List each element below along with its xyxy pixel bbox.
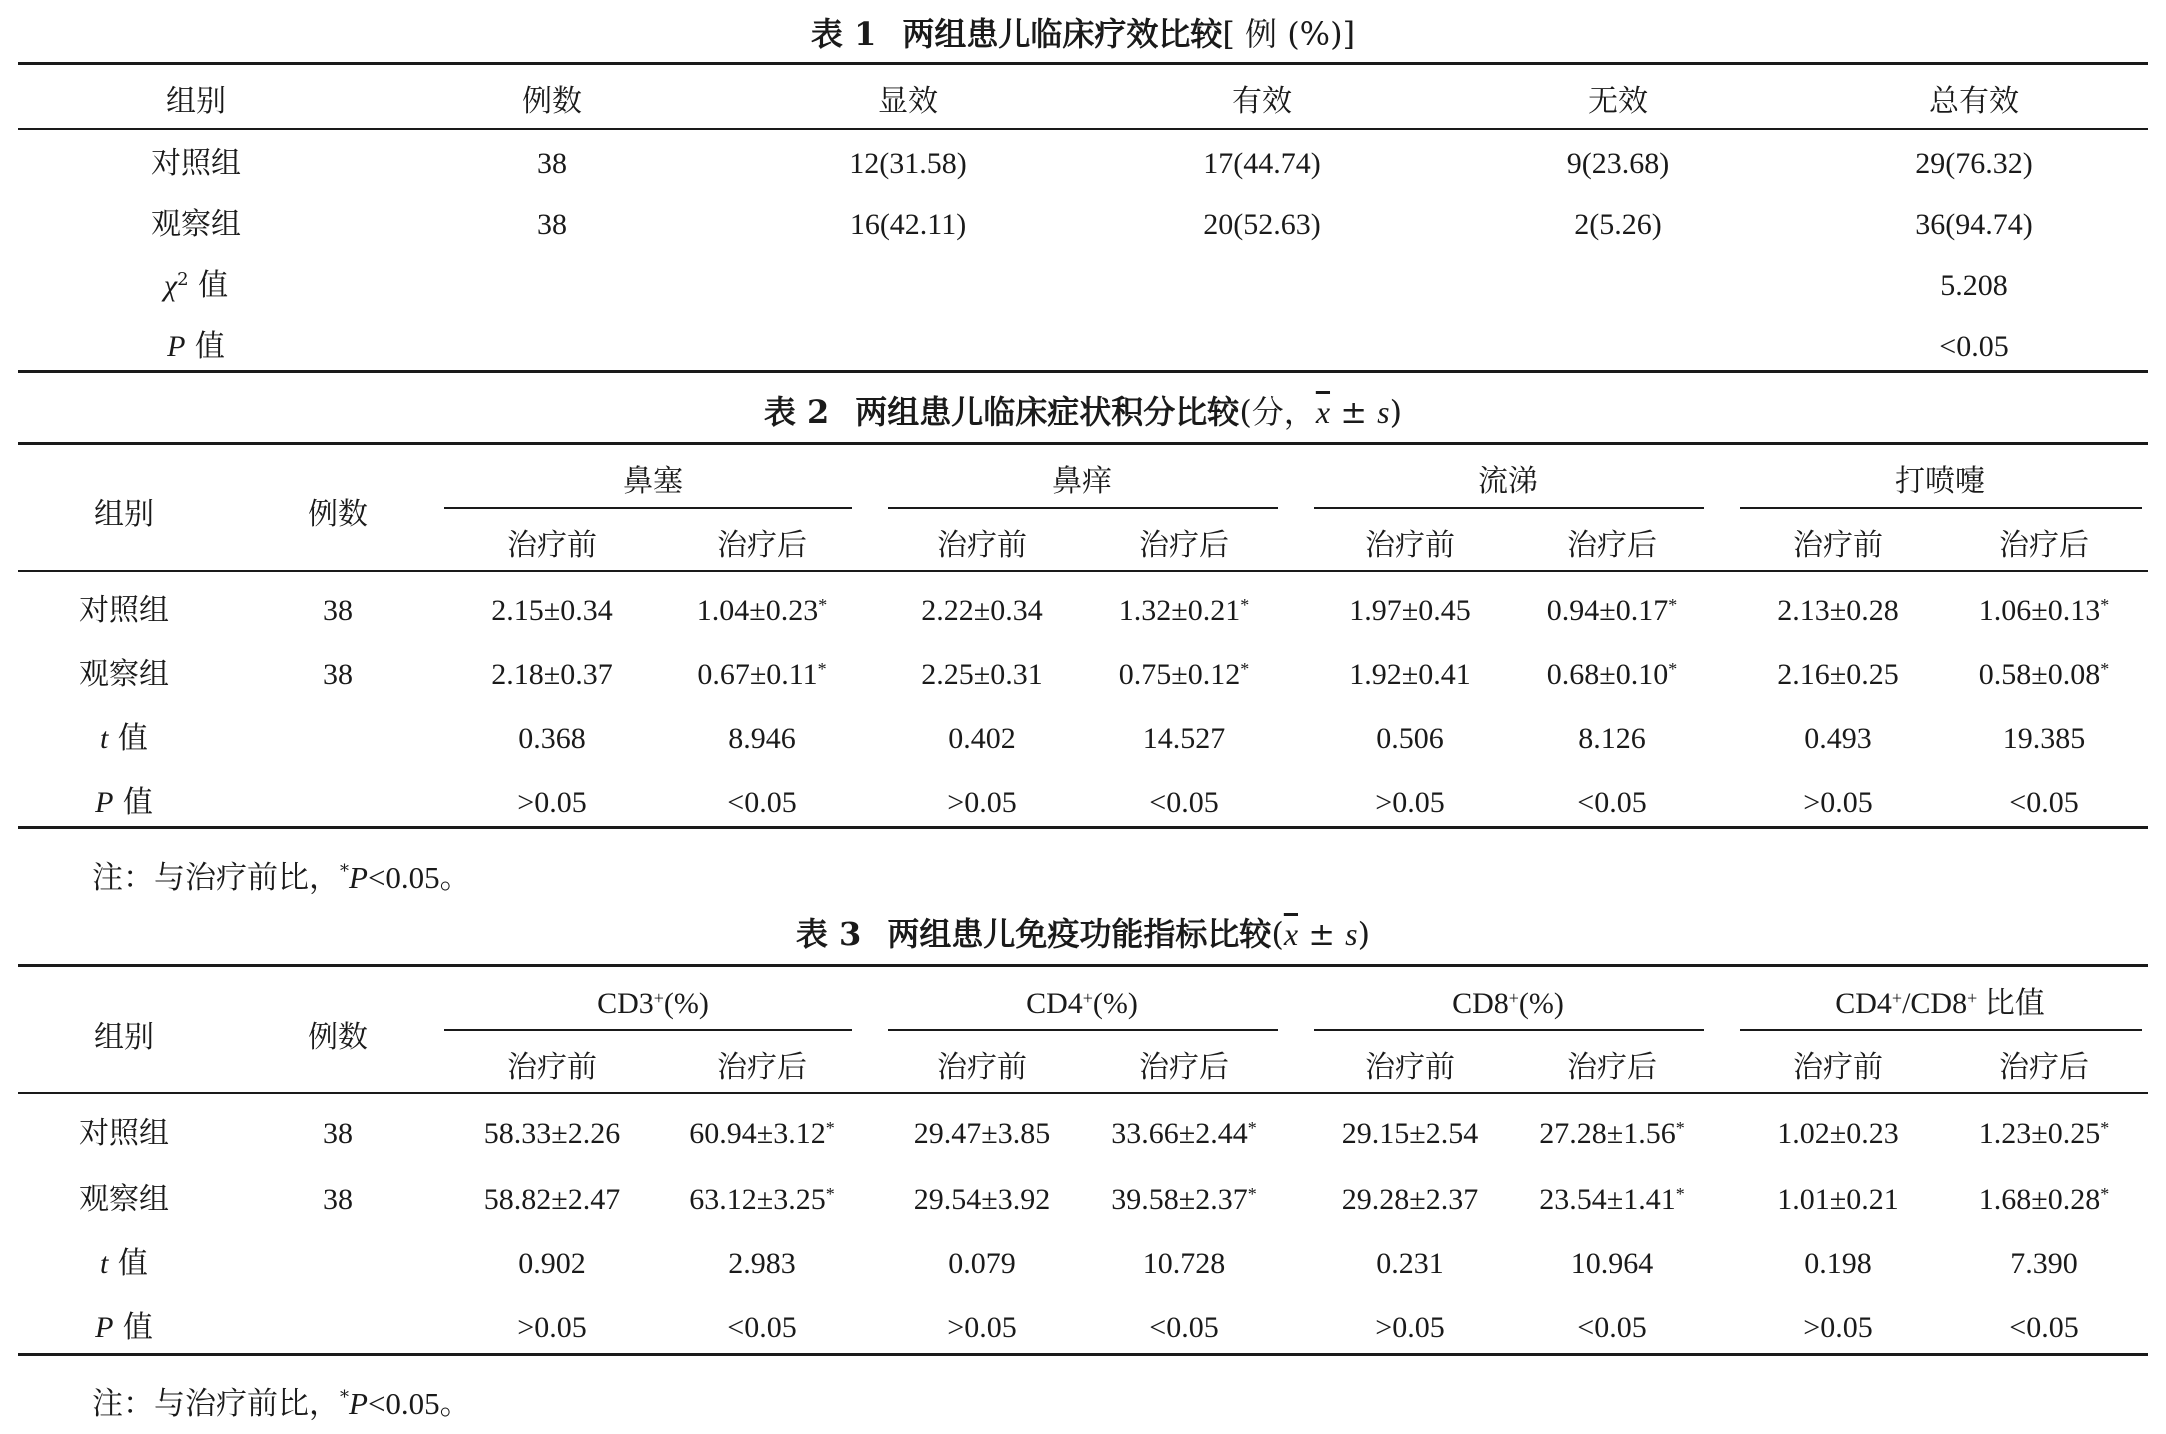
- table3-t-8: 7.390: [2010, 1247, 2078, 1280]
- significance-star: *: [825, 1118, 835, 1138]
- table2-row2-n: 38: [323, 658, 353, 691]
- table2-t-2: 8.946: [728, 722, 796, 755]
- cat-sup-a: +: [1082, 988, 1093, 1008]
- table1-unit: [ 例 (%)]: [1222, 15, 1356, 53]
- significance-star: *: [2100, 595, 2110, 615]
- table3-top-rule: [18, 964, 2148, 967]
- p-symbol: P: [349, 860, 368, 895]
- table3-title: 两组患儿免疫功能指标比较: [887, 915, 1272, 953]
- table3-p-8: <0.05: [2009, 1311, 2079, 1344]
- table3-p-3: >0.05: [947, 1311, 1017, 1344]
- table2-row1-v2: [697, 591, 827, 631]
- table2-row2-v4: [1119, 655, 1249, 695]
- table2-p-label: [95, 783, 153, 823]
- table2-top-rule: [18, 442, 2148, 445]
- table3-header-n: 例数: [308, 1020, 368, 1055]
- table3-note: [92, 1384, 471, 1424]
- table3-bottom-rule: [18, 1353, 2148, 1356]
- table2-note: [92, 858, 471, 898]
- table2-unit-s: s: [1377, 394, 1390, 430]
- table2-cat-sneezing: 打喷嚏: [1895, 464, 1985, 499]
- table3-row1-v2: [689, 1114, 834, 1154]
- table3-cat-rule-1: [444, 1029, 852, 1031]
- table2-row2-v5: 1.92±0.41: [1349, 658, 1471, 691]
- table1-row2-total: 36(94.74): [1915, 208, 2033, 241]
- table2-sub-before-2: 治疗前: [937, 528, 1027, 563]
- significance-star: *: [1675, 1184, 1685, 1204]
- table2-t-label: [100, 719, 148, 759]
- table3-t-5: 0.231: [1376, 1247, 1444, 1280]
- table1-header-group: 组别: [166, 84, 226, 119]
- table1-row2-marked: 16(42.11): [849, 208, 967, 241]
- value-text: 0.58±0.08: [1978, 658, 2101, 691]
- cat-sup-a: +: [1508, 988, 1519, 1008]
- table2-p-1: >0.05: [517, 786, 587, 819]
- table2-header-rule: [18, 570, 2148, 572]
- table3-p-6: <0.05: [1577, 1311, 1647, 1344]
- cat-text-b: (%): [1092, 987, 1138, 1020]
- table2-row2-v7: 2.16±0.25: [1777, 658, 1899, 691]
- significance-star: *: [1668, 595, 1678, 615]
- table1-chi-label: [164, 266, 228, 306]
- table3-row2-v8: [1979, 1180, 2109, 1220]
- table1-row1-n: 38: [537, 147, 567, 180]
- table1-row1-total: 29(76.32): [1915, 147, 2033, 180]
- table3-row1-n: 38: [323, 1117, 353, 1150]
- table3-sub-after-2: 治疗后: [1139, 1050, 1229, 1085]
- chi-superscript: 2: [177, 269, 189, 290]
- significance-star: *: [1240, 595, 1250, 615]
- table2-number: 表 2: [763, 393, 830, 431]
- table2-t-5: 0.506: [1376, 722, 1444, 755]
- significance-star: *: [825, 1184, 835, 1204]
- table3-t-label: [100, 1244, 148, 1284]
- significance-star: *: [340, 1387, 349, 1408]
- table2-row2-v8: [1979, 655, 2109, 695]
- cat-text-a: CD4: [1026, 987, 1083, 1020]
- table3-sub-before-2: 治疗前: [937, 1050, 1027, 1085]
- table1-header-rule: [18, 128, 2148, 130]
- table3-p-4: <0.05: [1149, 1311, 1219, 1344]
- significance-star: *: [2100, 659, 2110, 679]
- table2-p-4: <0.05: [1149, 786, 1219, 819]
- table3-row2-v3: 29.54±3.92: [913, 1183, 1051, 1216]
- cat-text-b: /CD8: [1902, 987, 1968, 1020]
- table3-cat-rule-2: [888, 1029, 1278, 1031]
- value-text: 39.58±2.37: [1111, 1183, 1248, 1216]
- table2-row1-v1: 2.15±0.34: [491, 594, 613, 627]
- table1-header-marked: 显效: [878, 84, 938, 119]
- table3-row2-group: 观察组: [79, 1182, 169, 1217]
- table2-sub-after-4: 治疗后: [1999, 528, 2089, 563]
- table3-row2-v2: [689, 1180, 834, 1220]
- table2-row2-group: 观察组: [79, 657, 169, 692]
- table3-row1-v4: [1111, 1114, 1256, 1154]
- table3-t-7: 0.198: [1804, 1247, 1872, 1280]
- cat-text-b: (%): [1518, 987, 1564, 1020]
- table1-row2-n: 38: [537, 208, 567, 241]
- note-rest: <0.05。: [367, 1386, 471, 1421]
- table2-t-1: 0.368: [518, 722, 586, 755]
- table1-header-n: 例数: [522, 84, 582, 119]
- table2-p-2: <0.05: [727, 786, 797, 819]
- table3-unit-end: ): [1357, 915, 1371, 953]
- table3-p-1: >0.05: [517, 1311, 587, 1344]
- table3-t-1: 0.902: [518, 1247, 586, 1280]
- table3-unit: [1271, 915, 1370, 953]
- table3-header-group: 组别: [94, 1020, 154, 1055]
- table3-row1-v5: 29.15±2.54: [1341, 1117, 1479, 1150]
- table3-t-2: 2.983: [728, 1247, 796, 1280]
- significance-star: *: [1247, 1184, 1257, 1204]
- cat-sup-b: +: [1967, 988, 1978, 1008]
- table3-p-label: [95, 1308, 153, 1348]
- value-text: 63.12±3.25: [689, 1183, 826, 1216]
- table2-cat-nasal-congestion: 鼻塞: [623, 464, 683, 499]
- p-symbol: P: [349, 1386, 368, 1421]
- table3-cat-cd3: [597, 984, 709, 1024]
- significance-star: *: [1247, 1118, 1257, 1138]
- note-prefix: 注：与治疗前比，: [92, 1386, 340, 1422]
- table3-cat-cd4: [1026, 984, 1138, 1024]
- p-label-text: 值: [113, 1310, 153, 1345]
- value-text: 1.68±0.28: [1978, 1183, 2101, 1216]
- table1-row2-ineffective: 2(5.26): [1574, 208, 1662, 241]
- table3-p-2: <0.05: [727, 1311, 797, 1344]
- table2-row2-v6: [1547, 655, 1677, 695]
- table2-row1-group: 对照组: [79, 593, 169, 628]
- table3-row2-v1: 58.82±2.47: [483, 1183, 621, 1216]
- table3-row1-v3: 29.47±3.85: [913, 1117, 1051, 1150]
- value-text: 0.75±0.12: [1118, 658, 1241, 691]
- table2-t-4: 14.527: [1142, 722, 1226, 755]
- table2-sub-after-1: 治疗后: [717, 528, 807, 563]
- table1-header-ineffective: 无效: [1588, 84, 1648, 119]
- cat-text-a: CD4: [1835, 987, 1892, 1020]
- table3-row2-v7: 1.01±0.21: [1777, 1183, 1899, 1216]
- significance-star: *: [2100, 1118, 2110, 1138]
- table3-sub-before-1: 治疗前: [507, 1050, 597, 1085]
- t-symbol: t: [100, 1247, 109, 1280]
- value-text: 1.32±0.21: [1118, 594, 1241, 627]
- table2-sub-after-3: 治疗后: [1567, 528, 1657, 563]
- table3-sub-before-4: 治疗前: [1793, 1050, 1883, 1085]
- chi-symbol: χ: [163, 269, 178, 302]
- table2-header-n: 例数: [308, 497, 368, 532]
- table3-cat-cd8: [1452, 984, 1564, 1024]
- table1-row1-effective: 17(44.74): [1203, 147, 1321, 180]
- table3-unit-s: s: [1345, 916, 1358, 952]
- table2-cat-rule-3: [1314, 507, 1704, 509]
- significance-star: *: [818, 595, 828, 615]
- table2-row1-v3: 2.22±0.34: [921, 594, 1043, 627]
- note-rest: <0.05。: [367, 860, 471, 895]
- cat-sup-a: +: [1891, 988, 1903, 1008]
- table1-caption: [0, 12, 2166, 56]
- table3-p-7: >0.05: [1803, 1311, 1873, 1344]
- table1-row1-marked: 12(31.58): [849, 147, 967, 180]
- table3-row2-v5: 29.28±2.37: [1341, 1183, 1479, 1216]
- table2-p-6: <0.05: [1577, 786, 1647, 819]
- value-text: 0.94±0.17: [1546, 594, 1669, 627]
- table2-row1-v6: [1547, 591, 1677, 631]
- table3-row1-v1: 58.33±2.26: [483, 1117, 621, 1150]
- significance-star: *: [1240, 659, 1250, 679]
- cat-text-a: CD8: [1452, 987, 1509, 1020]
- value-text: 27.28±1.56: [1539, 1117, 1676, 1150]
- table1-title: 两组患儿临床疗效比较: [902, 15, 1223, 53]
- cat-text-b: (%): [663, 987, 709, 1020]
- cat-sup-a: +: [653, 988, 664, 1008]
- table3-unit-xbar: $\overline{x}$: [1283, 916, 1299, 952]
- table2-unit: [1239, 393, 1402, 431]
- table3-p-5: >0.05: [1375, 1311, 1445, 1344]
- note-prefix: 注：与治疗前比，: [92, 860, 340, 896]
- table2-p-8: <0.05: [2009, 786, 2079, 819]
- table3-row2-v6: [1539, 1180, 1684, 1220]
- table3-t-6: 10.964: [1570, 1247, 1654, 1280]
- table1-header-effective: 有效: [1232, 84, 1292, 119]
- value-text: 60.94±3.12: [689, 1117, 826, 1150]
- significance-star: *: [1675, 1118, 1685, 1138]
- table2-row1-v7: 2.13±0.28: [1777, 594, 1899, 627]
- significance-star: *: [2100, 1184, 2110, 1204]
- table1-row2-group: 观察组: [151, 207, 241, 242]
- significance-star: *: [340, 861, 349, 882]
- table2-row2-v1: 2.18±0.37: [491, 658, 613, 691]
- table3-t-4: 10.728: [1142, 1247, 1226, 1280]
- table2-sub-before-4: 治疗前: [1793, 528, 1883, 563]
- table2-unit-end: ): [1389, 393, 1403, 431]
- table3-t-3: 0.079: [948, 1247, 1016, 1280]
- table3-caption: [0, 912, 2166, 956]
- table2-row1-v5: 1.97±0.45: [1349, 594, 1471, 627]
- table2-p-5: >0.05: [1375, 786, 1445, 819]
- table1-number: 表 1: [810, 15, 877, 53]
- table3-sub-after-1: 治疗后: [717, 1050, 807, 1085]
- table3-sub-after-3: 治疗后: [1567, 1050, 1657, 1085]
- t-label-text: 值: [108, 721, 148, 756]
- table2-title: 两组患儿临床症状积分比较: [855, 393, 1240, 431]
- p-symbol: P: [95, 1311, 114, 1344]
- table3-cat-rule-4: [1740, 1029, 2142, 1031]
- table2-p-7: >0.05: [1803, 786, 1873, 819]
- p-symbol: P: [167, 330, 186, 363]
- table1-row1-ineffective: 9(23.68): [1566, 147, 1670, 180]
- table1-p-label: [167, 327, 225, 367]
- table2-header-group: 组别: [94, 497, 154, 532]
- table2-row1-v4: [1119, 591, 1249, 631]
- table3-row2-v4: [1111, 1180, 1256, 1220]
- table1-row2-effective: 20(52.63): [1203, 208, 1321, 241]
- table2-unit-prefix: (分，: [1239, 393, 1316, 431]
- significance-star: *: [1668, 659, 1678, 679]
- table2-row1-n: 38: [323, 594, 353, 627]
- table1-chi-total: 5.208: [1940, 269, 2008, 302]
- table2-t-7: 0.493: [1804, 722, 1872, 755]
- table1-header-total: 总有效: [1929, 84, 2019, 119]
- table2-caption: [0, 390, 2166, 434]
- p-label-text: 值: [185, 329, 225, 364]
- table3-unit-prefix: (: [1271, 915, 1284, 953]
- value-text: 23.54±1.41: [1539, 1183, 1676, 1216]
- t-symbol: t: [100, 722, 109, 755]
- table3-cat-cd4-cd8-ratio: [1835, 984, 2045, 1024]
- table2-t-6: 8.126: [1578, 722, 1646, 755]
- table2-sub-after-2: 治疗后: [1139, 528, 1229, 563]
- table2-cat-rule-1: [444, 507, 852, 509]
- p-label-text: 值: [113, 785, 153, 820]
- table2-t-3: 0.402: [948, 722, 1016, 755]
- table2-cat-runny-nose: 流涕: [1478, 464, 1538, 499]
- table3-number: 表 3: [795, 915, 862, 953]
- table2-sub-before-3: 治疗前: [1365, 528, 1455, 563]
- table3-header-rule: [18, 1092, 2148, 1094]
- table2-row2-v3: 2.25±0.31: [921, 658, 1043, 691]
- table2-p-3: >0.05: [947, 786, 1017, 819]
- table2-row1-v8: [1979, 591, 2109, 631]
- table1-bottom-rule: [18, 370, 2148, 373]
- table2-cat-rule-4: [1740, 507, 2142, 509]
- table3-row1-v8: [1979, 1114, 2109, 1154]
- table3-row1-v6: [1539, 1114, 1684, 1154]
- table2-cat-nasal-itching: 鼻痒: [1052, 464, 1112, 499]
- table3-row2-n: 38: [323, 1183, 353, 1216]
- table2-row2-v2: [697, 655, 826, 695]
- cat-text-a: CD3: [597, 987, 654, 1020]
- value-text: 33.66±2.44: [1111, 1117, 1248, 1150]
- table2-t-8: 19.385: [2002, 722, 2086, 755]
- value-text: 1.04±0.23: [696, 594, 819, 627]
- table1-p-total: <0.05: [1939, 330, 2009, 363]
- table1-top-rule: [18, 62, 2148, 65]
- value-text: 1.23±0.25: [1978, 1117, 2101, 1150]
- value-text: 1.06±0.13: [1978, 594, 2101, 627]
- cat-text-c: 比值: [1977, 987, 2045, 1020]
- value-text: 0.68±0.10: [1546, 658, 1669, 691]
- table2-bottom-rule: [18, 826, 2148, 829]
- table3-sub-after-4: 治疗后: [1999, 1050, 2089, 1085]
- table3-sub-before-3: 治疗前: [1365, 1050, 1455, 1085]
- chi-label-text: 值: [188, 268, 229, 303]
- table3-unit-pm: ±: [1298, 915, 1346, 953]
- p-symbol: P: [95, 786, 114, 819]
- table2-unit-pm: ±: [1330, 393, 1378, 431]
- table2-sub-before-1: 治疗前: [507, 528, 597, 563]
- significance-star: *: [817, 659, 827, 679]
- table2-unit-xbar: $\overline{x}$: [1315, 394, 1331, 430]
- value-text: 0.67±0.11: [697, 658, 818, 691]
- t-label-text: 值: [108, 1246, 148, 1281]
- table1-row1-group: 对照组: [151, 146, 241, 181]
- table3-cat-rule-3: [1314, 1029, 1704, 1031]
- table3-row1-group: 对照组: [79, 1116, 169, 1151]
- table3-row1-v7: 1.02±0.23: [1777, 1117, 1899, 1150]
- table2-cat-rule-2: [888, 507, 1278, 509]
